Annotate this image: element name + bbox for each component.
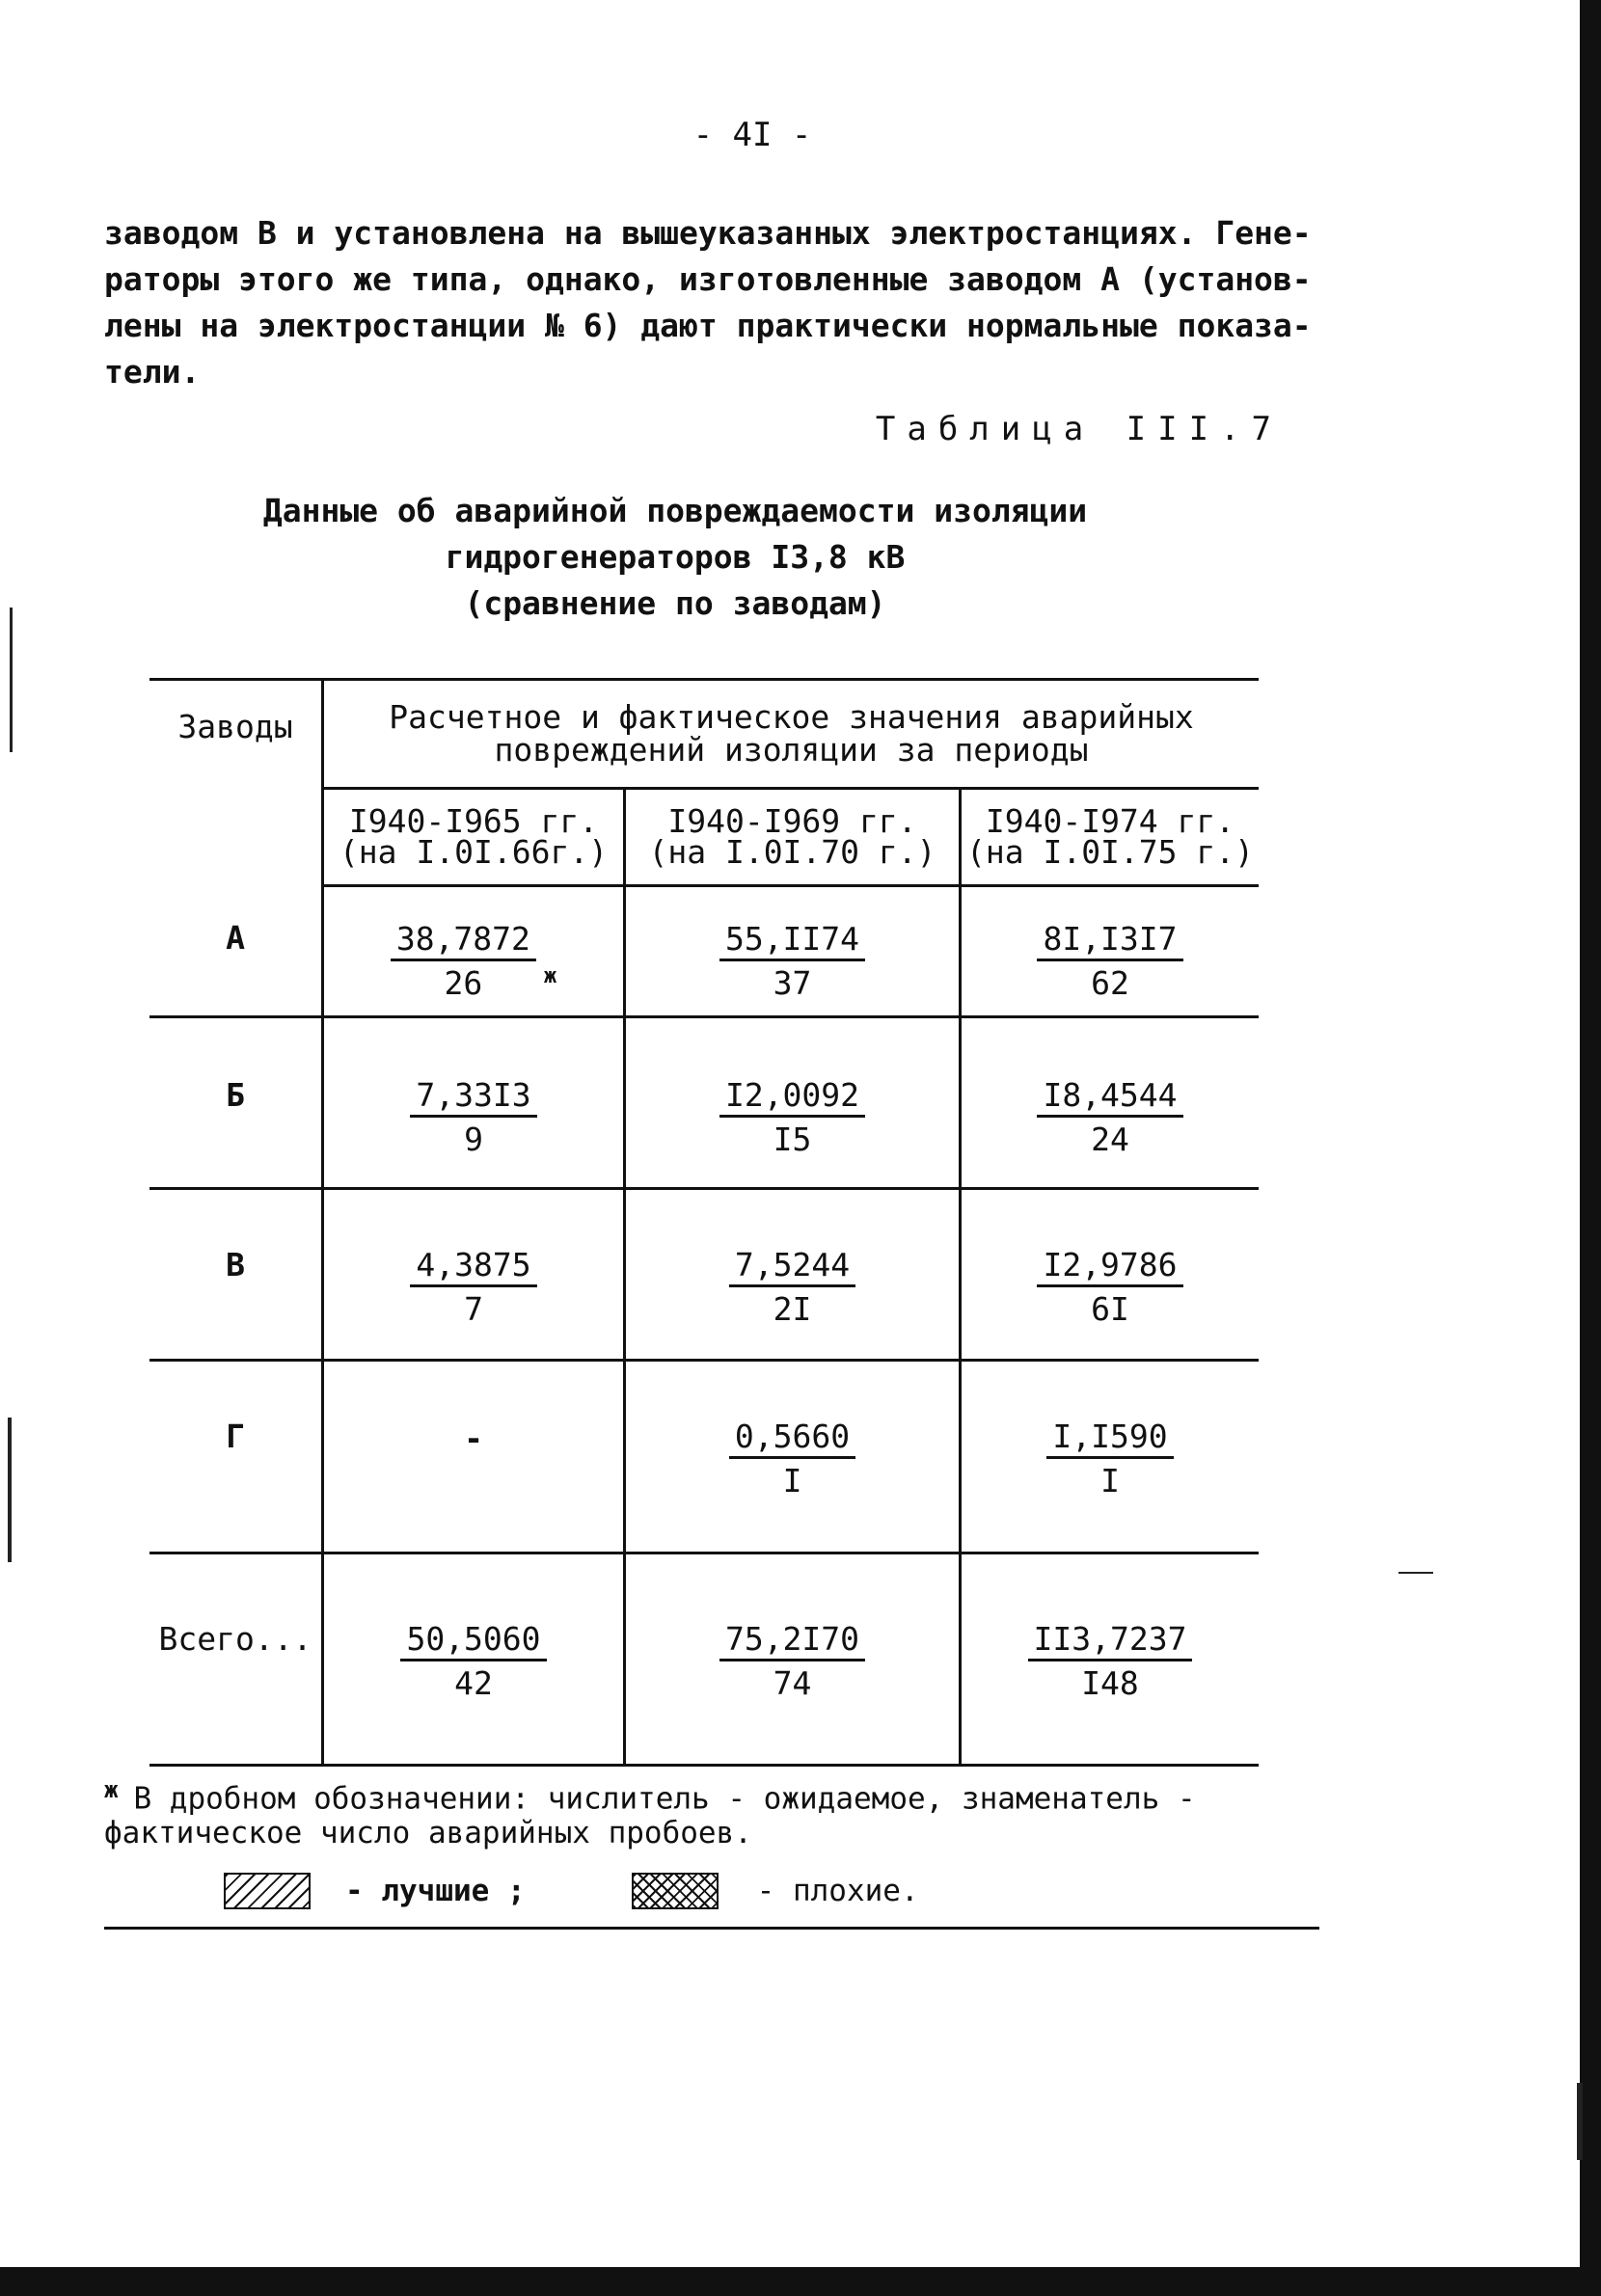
body-line: раторы этого же типа, однако, изготовленные заводом А (установ- <box>104 260 1312 298</box>
fraction <box>1037 920 1182 1006</box>
legend <box>224 1873 919 1909</box>
table-cell <box>323 1017 625 1189</box>
fraction <box>400 1620 546 1706</box>
fraction-denominator: I48 <box>1081 1664 1139 1702</box>
fraction-denominator: 6I <box>1091 1290 1129 1328</box>
fraction-numerator: 55,II74 <box>719 920 865 961</box>
table-cell <box>961 1553 1260 1766</box>
table-title-line: (сравнение по заводам) <box>464 584 886 622</box>
fraction-denominator: I <box>1100 1462 1120 1499</box>
header-group: Расчетное и фактическое значения аварийных повреждений изоляции за периоды <box>323 680 1260 789</box>
fraction <box>410 1076 536 1162</box>
footnote-text: В дробном обозначении: числитель - ожидаемое, знаменатель - фактическое число аварийных пробоев. <box>104 1781 1196 1851</box>
footnote <box>104 1772 1319 1850</box>
fraction <box>1037 1246 1182 1332</box>
scan-mark <box>10 608 13 752</box>
fraction-denominator: 7 <box>464 1290 483 1328</box>
fraction <box>719 920 865 1006</box>
fraction-numerator: 7,33I3 <box>410 1076 536 1118</box>
body-line: тели. <box>104 353 201 391</box>
factory-label: Б <box>226 1076 245 1114</box>
fraction-numerator: 7,5244 <box>729 1246 855 1287</box>
table-caption: Таблица III.7 <box>875 410 1283 448</box>
crosshatch-bad-swatch-icon <box>632 1873 719 1909</box>
header-period <box>625 789 961 886</box>
fraction-numerator: 75,2I70 <box>719 1620 865 1661</box>
factory-label: А <box>226 918 245 957</box>
table-cell <box>961 1361 1260 1553</box>
table-row <box>149 1361 1259 1553</box>
period-date: (на I.0I.75 г.) <box>965 833 1254 871</box>
legend-bad-label: - плохие. <box>756 1874 919 1908</box>
page-edge-bottom <box>0 2267 1601 2296</box>
period-date: (на I.0I.66г.) <box>339 833 609 871</box>
table-cell <box>625 1361 961 1553</box>
fraction-denominator: 74 <box>773 1664 812 1702</box>
fraction-numerator: II3,7237 <box>1028 1620 1193 1661</box>
period-years: I940-I969 гг. <box>667 802 917 840</box>
table-title-line: Данные об аварийной повреждаемости изоляции <box>262 492 1088 529</box>
fraction-numerator: I8,4544 <box>1037 1076 1182 1118</box>
fraction-numerator: I2,0092 <box>719 1076 865 1118</box>
fraction-denominator: 2I <box>773 1290 812 1328</box>
fraction <box>729 1418 855 1503</box>
fraction-denominator: 26 <box>444 964 483 1002</box>
fraction <box>410 1246 536 1332</box>
fraction <box>1046 1418 1173 1503</box>
fraction <box>1037 1076 1182 1162</box>
table-row-total <box>149 1553 1259 1766</box>
fraction-denominator: 62 <box>1091 964 1129 1002</box>
table-title <box>193 488 1157 627</box>
fraction <box>1028 1620 1193 1706</box>
fraction-numerator: I2,9786 <box>1037 1246 1182 1287</box>
scan-mark <box>1577 2083 1583 2160</box>
period-years: I940-I965 гг. <box>348 802 599 840</box>
scan-mark <box>1398 1572 1433 1574</box>
table-row <box>149 1017 1259 1189</box>
table-row <box>149 886 1259 1017</box>
scan-mark <box>8 1418 12 1562</box>
table-cell <box>961 1017 1260 1189</box>
factory-label: В <box>226 1246 245 1283</box>
fraction-numerator: 50,5060 <box>400 1620 546 1661</box>
table-cell <box>625 886 961 1017</box>
legend-good-label: - лучшие ; <box>345 1874 526 1908</box>
fraction-denominator: I <box>782 1462 802 1499</box>
fraction-numerator: 0,5660 <box>729 1418 855 1459</box>
table-cell <box>625 1189 961 1361</box>
period-date: (на I.0I.70 г.) <box>648 833 936 871</box>
table-cell <box>961 1189 1260 1361</box>
fraction-numerator: 8I,I3I7 <box>1037 920 1182 961</box>
insulation-damage-table <box>149 678 1259 1767</box>
hatch-good-swatch-icon <box>224 1873 311 1909</box>
empty-value-dash: - <box>464 1419 483 1457</box>
table-cell <box>323 1553 625 1766</box>
table-cell <box>323 1361 625 1553</box>
table-cell <box>323 886 625 1017</box>
table-cell <box>625 1017 961 1189</box>
fraction-numerator: I,I590 <box>1046 1418 1173 1459</box>
page-edge-right <box>1580 0 1601 2296</box>
fraction-denominator: 42 <box>454 1664 493 1702</box>
fraction <box>391 920 536 1006</box>
fraction <box>729 1246 855 1332</box>
header-factories: Заводы <box>149 680 323 886</box>
body-line: заводом В и установлена на вышеуказанных электростанциях. Гене- <box>104 214 1312 252</box>
fraction-denominator: 9 <box>464 1121 483 1158</box>
page-number: - 4I - <box>692 116 812 154</box>
header-period <box>961 789 1260 886</box>
fraction-denominator: 37 <box>773 964 812 1002</box>
fraction-denominator: 24 <box>1091 1121 1129 1158</box>
header-period <box>323 789 625 886</box>
fraction-denominator: I5 <box>773 1121 812 1158</box>
fraction-numerator: 4,3875 <box>410 1246 536 1287</box>
body-line: лены на электростанции № 6) дают практически нормальные показа- <box>104 307 1312 344</box>
footnote-marker: ж <box>543 964 557 988</box>
factory-label: Г <box>226 1418 245 1455</box>
footnote-bottom-rule <box>104 1927 1319 1930</box>
fraction-numerator: 38,7872 <box>391 920 536 961</box>
table-row <box>149 1189 1259 1361</box>
body-paragraph <box>104 210 1324 395</box>
fraction <box>719 1620 865 1706</box>
table-cell <box>625 1553 961 1766</box>
table-cell <box>961 886 1260 1017</box>
factory-label-total: Всего... <box>158 1620 312 1658</box>
fraction <box>719 1076 865 1162</box>
table-cell <box>323 1189 625 1361</box>
period-years: I940-I974 гг. <box>985 802 1235 840</box>
footnote-marker: ж <box>104 1776 119 1803</box>
table-title-line: гидрогенераторов I3,8 кВ <box>445 538 906 576</box>
